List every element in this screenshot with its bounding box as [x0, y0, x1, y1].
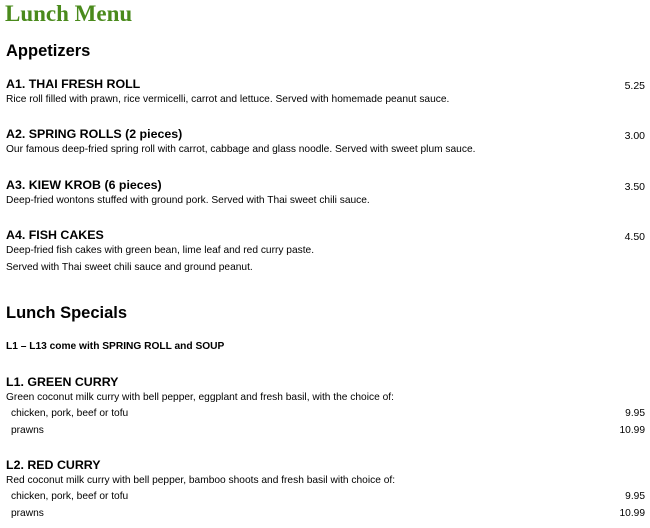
- item-description: Served with Thai sweet chili sauce and ground peanut.: [6, 262, 253, 273]
- item-name: L1. GREEN CURRY: [6, 375, 119, 389]
- item-name: A4. FISH CAKES: [6, 228, 104, 242]
- item-description: Deep-fried fish cakes with green bean, lime leaf and red curry paste.: [6, 245, 315, 256]
- section-title-lunch-specials: Lunch Specials: [6, 304, 128, 322]
- item-price: 5.25: [624, 80, 645, 92]
- option-label: chicken, pork, beef or tofu: [11, 491, 129, 502]
- item-name: A2. SPRING ROLLS (2 pieces): [6, 127, 183, 141]
- item-name: A1. THAI FRESH ROLL: [6, 77, 141, 91]
- option-label: prawns: [11, 508, 44, 519]
- item-description: Green coconut milk curry with bell pepper, eggplant and fresh basil, with the choice of:: [6, 392, 394, 403]
- item-description: Rice roll filled with prawn, rice vermicelli, carrot and lettuce. Served with homemade peanut sauce.: [6, 94, 450, 105]
- item-price: 3.00: [624, 130, 645, 142]
- item-price: 4.50: [624, 231, 645, 243]
- option-label: prawns: [11, 425, 44, 436]
- page-title: Lunch Menu: [5, 1, 133, 26]
- option-price: 10.99: [619, 425, 645, 436]
- item-description: Our famous deep-fried spring roll with carrot, cabbage and glass noodle. Served with sweet plum sauce.: [6, 144, 476, 155]
- item-description: Deep-fried wontons stuffed with ground pork. Served with Thai sweet chili sauce.: [6, 195, 370, 206]
- option-price: 9.95: [625, 491, 645, 502]
- option-price: 9.95: [625, 408, 645, 419]
- item-price: 3.50: [624, 181, 645, 193]
- section-title-appetizers: Appetizers: [6, 42, 91, 60]
- option-price: 10.99: [619, 508, 645, 519]
- item-name: A3. KIEW KROB (6 pieces): [6, 178, 162, 192]
- option-label: chicken, pork, beef or tofu: [11, 408, 129, 419]
- specials-note: L1 – L13 come with SPRING ROLL and SOUP: [6, 341, 225, 352]
- item-name: L2. RED CURRY: [6, 458, 101, 472]
- item-description: Red coconut milk curry with bell pepper, bamboo shoots and fresh basil with choice of:: [6, 475, 396, 486]
